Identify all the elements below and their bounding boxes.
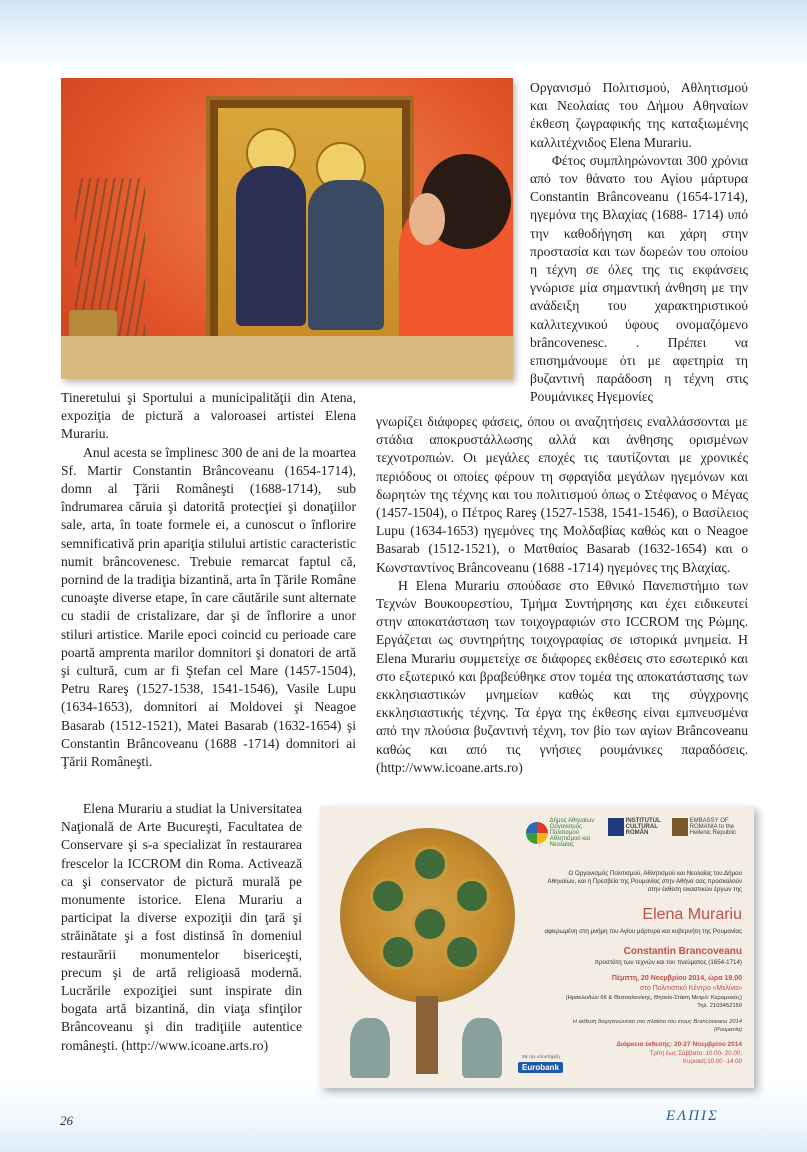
icon-painting xyxy=(206,96,414,369)
poster-hours: Τρίτη έως Σάββατο: 10.00- 20.00, xyxy=(649,1050,742,1057)
poster-address: (Ηρακλειδών 66 & Θεσσαλονίκης, Θησείο-Στάση Μετρό: Κεραμεικός) xyxy=(565,995,742,1001)
poster-artist: Elena Murariu xyxy=(642,906,742,923)
peacock-illustration xyxy=(462,1018,502,1078)
portrait-medallion xyxy=(370,878,406,914)
icr-logo: INSTITUTUL CULTURAL ROMÂN xyxy=(608,818,668,842)
athens-culture-logo: Δήμος Αθηναίων Οργανισμός Πολιτισμού Αθλητισμού και Νεολαίας xyxy=(526,818,602,842)
poster-phone: Τηλ. 2103452150 xyxy=(697,1003,742,1009)
poster-venue: στο Πολιτιστικό Κέντρο «Μελίνα» xyxy=(639,985,742,992)
portrait-medallion xyxy=(412,846,448,882)
page-number: 26 xyxy=(60,1113,73,1128)
culture-org-icon xyxy=(526,822,548,844)
peacock-illustration xyxy=(350,1018,390,1078)
sponsor-label: Με την υποστήριξη xyxy=(522,1054,560,1059)
left-column-bottom xyxy=(61,800,302,1055)
icon-painting-photo xyxy=(61,78,513,379)
eurobank-logo: Eurobank xyxy=(518,1062,563,1073)
paragraph: γνωρίζει διάφορες φάσεις, όπου οι αναζητήσεις εναλλάσσονται με στάδια αποκρυστάλλωσης αλλά και άνθησης ορισμένων τεχνοτροπιών. Οι μεγάλες εποχές τις ταυτίζονται με χρονικές περιόδους οι οποίες φέρουν τη σφραγίδα μεγάλων ηγεμόνων και δωρητών της τέχνης και του πολιτισμού όπως ο Στέφανος ο Μέγας (1457-1504), ο Πέτρος Rareş (1527-1538, 1541-1546), ο Βασίλειος Lupu (1634-1653) ηγεμόνες της Μολδαβίας καθώς και ο Neagoe Basarab (1512-1521), ο Ματθαίος Basarab (1632-1654) και ο Κωνσταντίνος Brâncoveanu (1688 -1714) ηγεμόνες της Βλαχίας. xyxy=(376,414,748,575)
portrait-medallion xyxy=(412,906,448,942)
poster-date: Πέμπτη, 20 Νοεμβρίου 2014, ώρα 19.00 xyxy=(611,975,742,982)
right-column-wide xyxy=(376,413,748,777)
poster-saint-sub: προστάτη των τεχνών και του πνεύματος (1654-1714) xyxy=(594,959,742,966)
paragraph: Anul acesta se împlinesc 300 de ani de la moartea Sf. Martir Constantin Brâncoveanu (1654-1714), domn al Ţării Româneşti (1688-1714), sub îndrumarea căruia şi datorită protecţiei şi donaţiilor sale, arta, în toate formele ei, a cunoscut o înflorire semnificativă prin apariţia stilului artistic caracteristic numit brâncovenesc. Trebuie remarcat faptul că, pornind de la tradiţia bizantină, arta în Ţările Române cunoaşte diverse etape, în care căutările sunt alternate cu stadii de cristalizare, dar şi de înflorire a unor stiluri artistice. Marile epoci coincid cu perioade care poartă amprenta marilor domnitori şi donatori de artă şi cultură, cum ar fi Ştefan cel Mare (1457-1504), Petru Rareş (1527-1538, 1541-1546), Vasile Lupu (1634-1653), domnitori ai Moldovei şi Neagoe Basarab (1512-1521), Matei Basarab (1632-1654) şi Constantin Brâncoveanu (1688 -1714) domnitori ai Ţării Româneşti. xyxy=(61,444,356,770)
poster-hours: Κυριακή:10.00 -14.00 xyxy=(683,1058,742,1065)
portrait-medallion xyxy=(454,878,490,914)
exhibition-poster xyxy=(320,806,754,1088)
portrait-medallion xyxy=(380,934,416,970)
paragraph: Φέτος συμπληρώνονται 300 χρόνια από τον θάνατο του Αγίου μάρτυρα Constantin Brâncoveanu (1654-1714), ηγεμόνα της Βλαχίας (1688- 1714) υπό την καθοδήγηση και χάρη στην προστασία και των δωρεών του οποίου η τέχνη σε όλες της τις εκφάνσεις γνώρισε μία σημαντική άνθηση με την ανάδειξη του χαρακτηριστικού καλλιτεχνικού ύφους ονομαζόμενο brâncovenesc. . Πρέπει να επισημάνουμε ότι με αφετηρία τη βυζαντινή παράδοση η τέχνη στις Ρουμάνικες Ηγεμονίες xyxy=(530,152,748,405)
left-column-top xyxy=(61,389,356,771)
icr-icon xyxy=(608,818,624,836)
poster-intro: Ο Οργανισμός Πολιτισμού, Αθλητισμού και Νεολαίας του Δήμου Αθηναίων, και η Πρεσβεία της Ρουμανίας στην Αθήνα σας προσκαλούν στην έκθεση εικαστικών έργων της xyxy=(547,870,742,894)
embassy-crest-icon xyxy=(672,818,688,836)
paragraph: Οργανισμό Πολιτισμού, Αθλητισμού και Νεολαίας του Δήμου Αθηναίων έκθεση ζωγραφικής της καταξιωμένης καλλιτέχνιδος Elena Murariu. xyxy=(530,80,748,150)
right-column-top xyxy=(530,79,748,407)
poster-note: Η έκθεση διοργανώνεται στο πλαίσιο του έτους Brancoveanu 2014 (Ρουμανία) xyxy=(572,1019,742,1033)
paragraph: Tineretului şi Sportului a municipalităţii din Atena, expoziţia de pictură a valoroasei artistei Elena Murariu. xyxy=(61,390,356,442)
portrait-medallion xyxy=(444,934,480,970)
paragraph: Elena Murariu a studiat la Universitatea Naţională de Arte Bucureşti, Facultatea de Conservare şi s-a specializat în restaurarea frescelor la ICCROM din Roma. Activează ca şi conservator de pictură murală pe monumente istorice. Elena Murariu a participat la diverse expoziţii din ţară şi străinătate şi a fost distinsă în domeniul restaurării monumentelor bisericeşti, precum şi de artă religioasă modernă. Lucrările expoziţiei sunt inspirate din bogata artă bizantină, din viaţa sfinţilor Brâncoveanu şi din tradiţiile autentice româneşti. (http://www.icoane.arts.ro) xyxy=(61,801,302,1053)
embassy-logo: EMBASSY OF ROMANIA to the Hellenic Republic xyxy=(672,818,748,842)
running-head: ΕΛΠΙΣ xyxy=(666,1108,719,1124)
paragraph: Η Elena Murariu σπούδασε στο Εθνικό Πανεπιστήμιο των Τεχνών Βουκουρεστίου, Τμήμα Συντήρησης και έχει ειδικευτεί στην αποκατάσταση των τοιχογραφιών στο ICCROM της Ρώμης. Εργάζεται ως συντηρήτης τοιχογραφίας σε ιστορικά μνημεία. Η Elena Murariu συμμετείχε σε διάφορες εκθέσεις στο εσωτερικό και στο εξωτερικό και βραβεύθηκε στον τομέα της αποκατάστασης των εκκλησιαστικών μνημείων καθώς και της σύγχρονης εκκλησιαστικής τέχνης. Τα έργα της έκθεσης είναι εμπνευσμένα από την πλούσια βυζαντινή τέχνη, τον βίο των αγίων Brâncoveanu καθώς και από τις γνήσιες ρουμάνικες παραδόσεις. (http://www.icoane.arts.ro) xyxy=(376,577,748,775)
poster-dedication: αφιερωμένη στη μνήμη του Αγίου μάρτυρα και κυβερνήτη της Ρουμανίας xyxy=(544,928,742,935)
poster-duration: Διάρκεια έκθεσης: 20-27 Νοεμβρίου 2014 xyxy=(616,1041,742,1048)
poster-saint: Constantin Brancoveanu xyxy=(623,946,742,957)
